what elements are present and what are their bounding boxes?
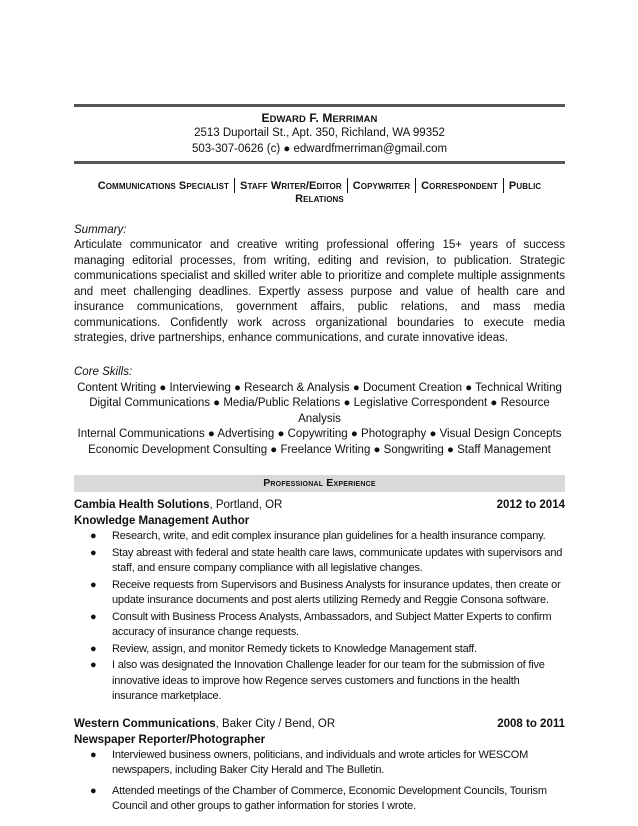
resume-page <box>74 104 565 816</box>
title-item: Communications Specialist <box>97 180 230 192</box>
company-location: , Portland, OR <box>209 499 283 511</box>
list-item: ● Research, write, and edit complex insurance plan guidelines for a health insurance company. <box>74 529 565 545</box>
address: 2513 Duportail St., Apt. 350, Richland, WA 99352 <box>194 127 445 139</box>
core-skills-list <box>74 381 565 459</box>
list-item: ● I also was designated the Innovation Challenge leader for our team for the submission of five innovative ideas to improve how Regence serves customers and functions in the health insurance marketplace. <box>90 659 545 702</box>
job-dates: 2008 to 2011 <box>497 717 565 730</box>
job-dates: 2012 to 2014 <box>496 499 565 511</box>
candidate-name: EDWARD F. MERRIMAN <box>261 111 378 125</box>
summary-label: Summary: <box>74 224 127 236</box>
title-item: Staff Writer/Editor <box>240 180 342 192</box>
job-header <box>74 498 565 513</box>
job-title: Newspaper Reporter/Photographer <box>74 733 266 746</box>
job-bullets <box>74 748 565 815</box>
phone-email: 503-307-0626 (c) ● edwardfmerriman@gmail.com <box>191 143 448 155</box>
summary-text: Articulate communicator and creative writing professional offering 15+ years of success managing editorial processes, from writing, editing and revision, to publication. Strategic communications specialist and skilled writer able to prioritize and complete multiple assignments and meet challenging deadlines. Expertly assess purpose and value of health care and insurance communications, government affairs, public relations, and mass media communications. Confidently work across organizational boundaries to execute media strategies, drive partnerships, enhance communications, and curate innovative ideas. <box>74 239 565 344</box>
skills-line: Content Writing ● Interviewing ● Research & Analysis ● Document Creation ● Technical Writing <box>77 381 562 394</box>
list-item: ● Consult with Business Process Analysts, Ambassadors, and Subject Matter Experts to confirm accuracy of insurance change requests. <box>90 610 552 638</box>
list-item: ● Interviewed business owners, politicians, and individuals and wrote articles for WESCOM newspapers, including Baker City Herald and The Bulletin. <box>90 748 529 776</box>
list-item: ● Review, assign, and monitor Remedy tickets to Knowledge Management staff. <box>74 642 565 658</box>
skills-line: Internal Communications ● Advertising ● Copywriting ● Photography ● Visual Design Concepts <box>77 428 562 440</box>
skills-line: Economic Development Consulting ● Freelance Writing ● Songwriting ● Staff Management <box>88 443 551 456</box>
title-item: Correspondent <box>421 180 498 192</box>
list-item: ● Stay abreast with federal and state health care laws, communicate updates with supervisors and staff, and ensure company compliance with all legislative changes. <box>90 546 563 574</box>
list-item: ● Receive requests from Supervisors and Business Analysts for insurance updates, then create or update insurance documents and post alerts utilizing Remedy and Reggie Consona software. <box>90 578 561 606</box>
bullet-icon: ● <box>90 659 97 671</box>
bullet-icon: ● <box>90 748 97 761</box>
title-item: Copywriter <box>352 180 411 192</box>
header-top-rule <box>74 104 565 107</box>
bullet-icon: ● <box>90 530 97 542</box>
company-name: Western Communications <box>74 717 216 730</box>
company-location: , Baker City / Bend, OR <box>215 717 336 730</box>
company-name: Cambia Health Solutions <box>74 499 210 511</box>
core-skills-label: Core Skills: <box>74 365 133 378</box>
bullet-icon: ● <box>90 784 97 797</box>
job-bullets <box>74 529 565 705</box>
title-item: Public Relations <box>295 180 542 205</box>
job-header <box>74 717 565 732</box>
bullet-icon: ● <box>90 546 97 559</box>
job-title: Knowledge Management Author <box>74 515 250 527</box>
list-item: ● Attended meetings of the Chamber of Commerce, Economic Development Councils, Tourism Council and other groups to gather information for stories I wrote. <box>90 784 547 812</box>
bullet-icon: ● <box>90 642 97 655</box>
bullet-icon: ● <box>90 610 97 623</box>
professional-titles <box>74 178 565 205</box>
experience-section-heading: Professional Experience <box>74 475 565 492</box>
skills-line: Digital Communications ● Media/Public Relations ● Legislative Correspondent ● Resource Analysis <box>89 397 550 425</box>
bullet-icon: ● <box>90 578 97 591</box>
header-bottom-rule <box>74 161 565 164</box>
